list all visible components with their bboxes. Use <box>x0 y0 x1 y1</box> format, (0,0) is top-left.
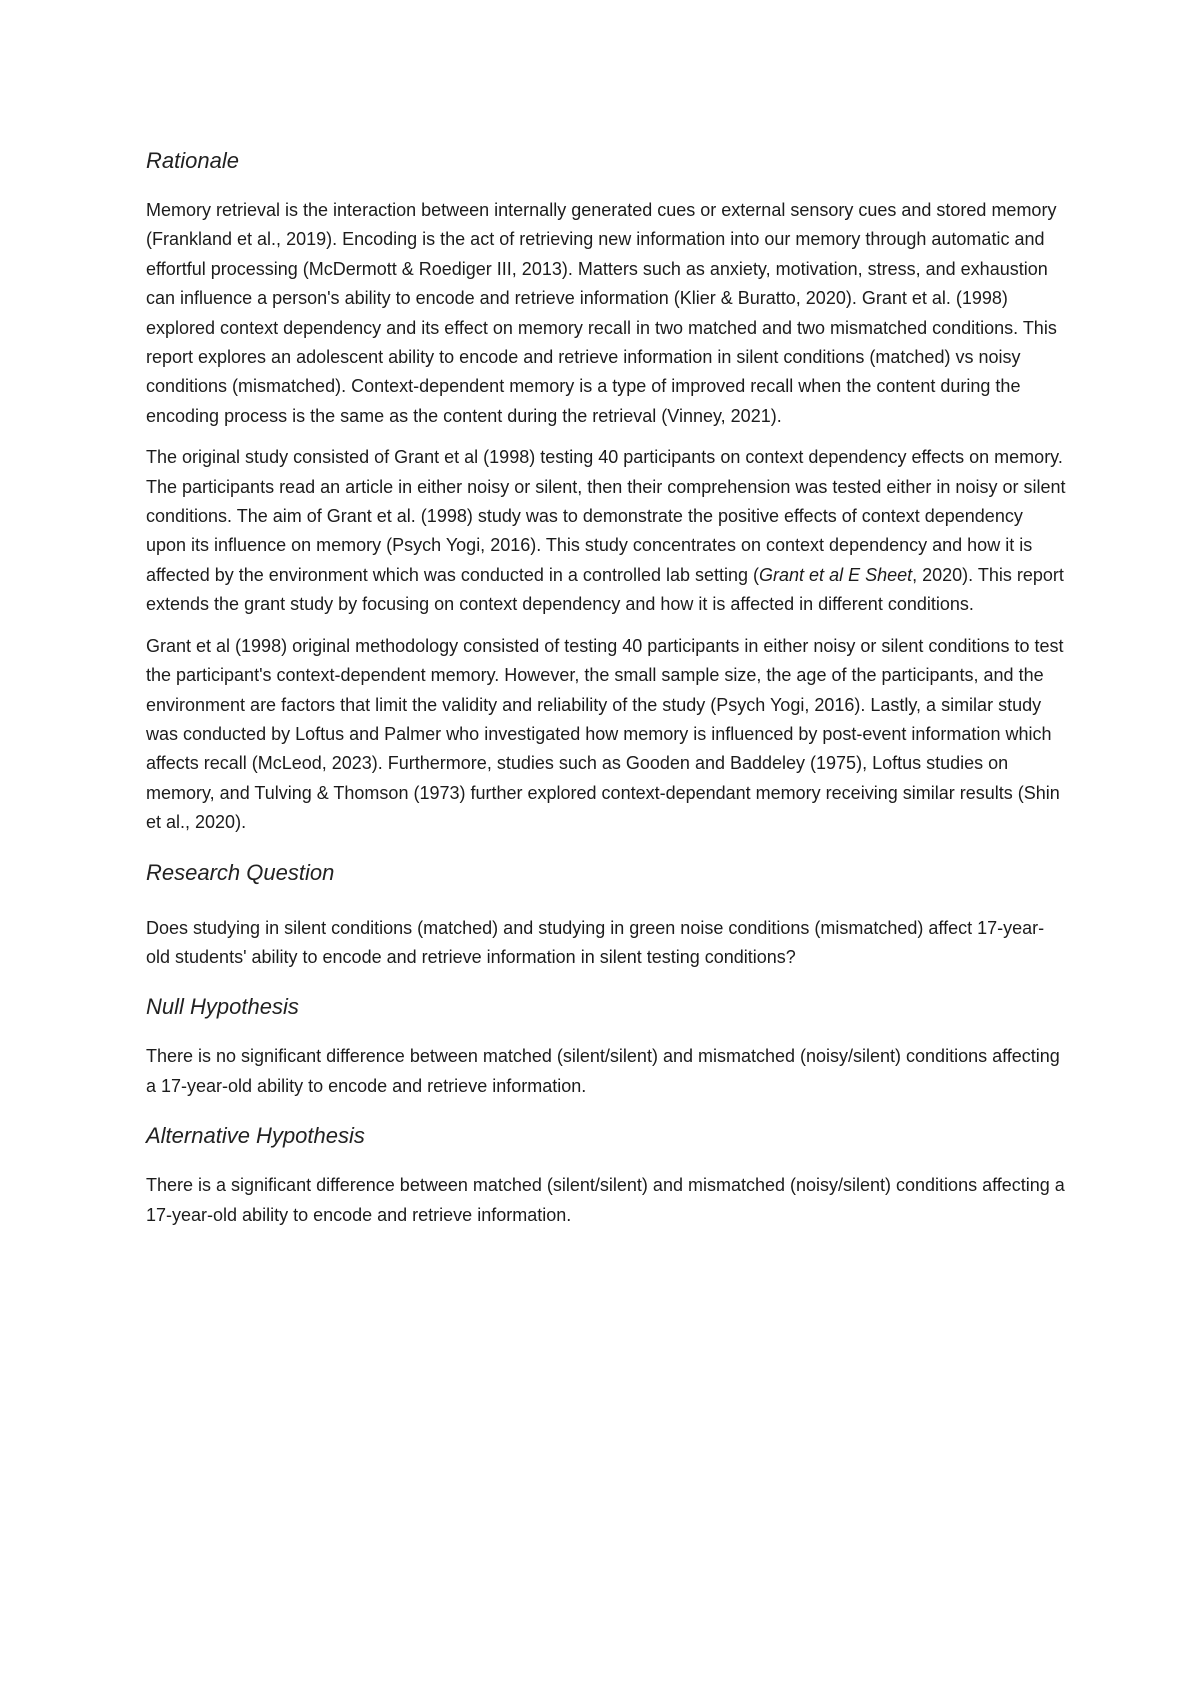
rationale-paragraph-2 <box>146 443 1066 619</box>
rationale-paragraph-3: Grant et al (1998) original methodology consisted of testing 40 participants in either noisy or silent conditions to test the participant's context-dependent memory. However, the small sample size, the age of the participants, and the environment are factors that limit the validity and reliability of the study (Psych Yogi, 2016). Lastly, a similar study was conducted by Loftus and Palmer who investigated how memory is influenced by post-event information which affects recall (McLeod, 2023). Furthermore, studies such as Gooden and Baddeley (1975), Loftus studies on memory, and Tulving & Thomson (1973) further explored context-dependant memory receiving similar results (Shin et al., 2020). <box>146 635 1064 833</box>
alternative-hypothesis-heading: Alternative Hypothesis <box>146 1123 365 1149</box>
alternative-hypothesis-text: There is a significant difference between matched (silent/silent) and mismatched (noisy/silent) conditions affecting a 17-year-old ability to encode and retrieve information. <box>146 1175 1065 1225</box>
rationale-heading: Rationale <box>146 148 239 173</box>
rationale-paragraph-2-text-a: The original study consisted of Grant et al (1998) testing 40 participants on context dependency effects on memory. The participants read an article in either noisy or silent, then their comprehension was tested either in noisy or silent conditions. The aim of Grant et al. (1998) study was to demonstrate the positive effects of context dependency upon its influence on memory (Psych Yogi, 2016). This study concentrates on context dependency and how it is affected by the environment which was conducted in a controlled lab setting ( <box>146 447 1066 585</box>
research-question-text: Does studying in silent conditions (matched) and studying in green noise conditions (mismatched) affect 17-year-old students' ability to encode and retrieve information in silent testing conditions? <box>146 917 1045 967</box>
research-question-heading: Research Question <box>146 859 335 885</box>
null-hypothesis-text: There is no significant difference between matched (silent/silent) and mismatched (noisy/silent) conditions affecting a 17-year-old ability to encode and retrieve information. <box>146 1046 1060 1096</box>
null-hypothesis-heading: Null Hypothesis <box>146 994 299 1020</box>
italic-citation: Grant et al E Sheet <box>759 564 913 585</box>
rationale-paragraph-1: Memory retrieval is the interaction between internally generated cues or external sensory cues and stored memory (Frankland et al., 2019). Encoding is the act of retrieving new information into our memory through automatic and effortful processing (McDermott & Roediger III, 2013). Matters such as anxiety, motivation, stress, and exhaustion can influence a person's ability to encode and retrieve information (Klier & Buratto, 2020). Grant et al. (1998) explored context dependency and its effect on memory recall in two matched and two mismatched conditions. This report explores an adolescent ability to encode and retrieve information in silent conditions (matched) vs noisy conditions (mismatched). Context-dependent memory is a type of improved recall when the content during the encoding process is the same as the content during the retrieval (Vinney, 2021). <box>146 200 1057 426</box>
document-page <box>146 146 1066 1242</box>
rationale-paragraph-2-text-b: , 2020). This report extends the grant study by focusing on context dependency and how it is affected in different conditions. <box>146 564 1064 615</box>
